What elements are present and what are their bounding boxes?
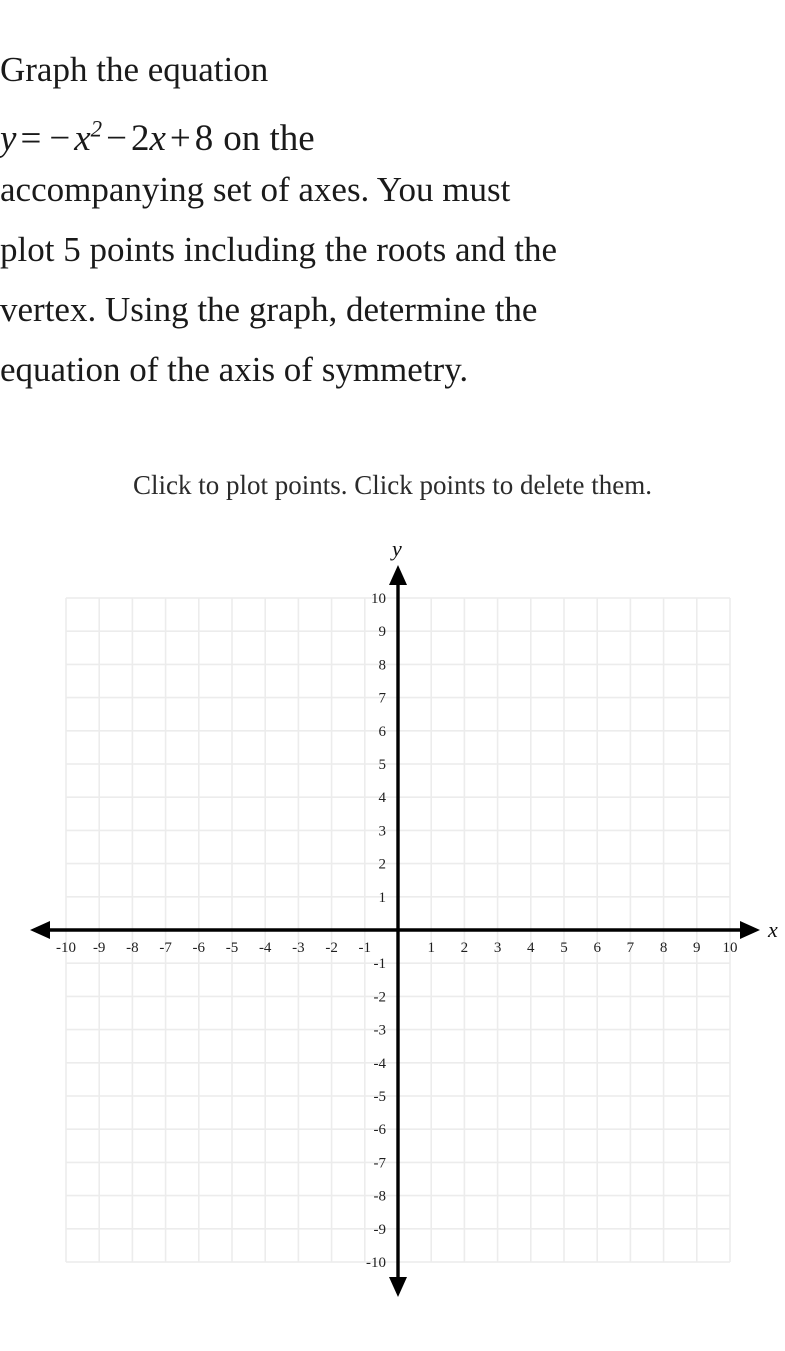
y-tick-label: 8 [378,657,386,674]
x-tick-label: -3 [292,940,305,956]
coordinate-plane[interactable] [0,530,785,1330]
equation-term2-sign: − [106,118,127,160]
y-tick-label: 7 [378,690,386,707]
x-tick-label: 10 [722,940,738,956]
x-tick-label: 4 [527,940,535,956]
y-axis-top-arrowhead [389,565,407,585]
equation-term1-sign: − [49,118,71,160]
x-tick-label: -2 [325,940,338,956]
x-tick-label: -4 [258,940,272,956]
coordinate-grid-svg[interactable] [0,530,785,1330]
equation-inline [0,118,213,159]
problem-statement [0,40,785,400]
y-tick-label: -2 [373,989,386,1006]
y-tick-label: 10 [371,591,386,607]
problem-line-2-tail: on the [223,118,315,160]
y-tick-label: -8 [373,1188,386,1205]
x-tick-label: 5 [560,940,568,956]
y-tick-label: -3 [373,1022,386,1039]
x-tick-label: 8 [659,940,668,956]
y-tick-label: -1 [373,956,386,973]
x-axis-label: x [768,917,778,942]
y-tick-label: 5 [378,757,386,773]
x-tick-label: 6 [593,940,601,956]
x-tick-label: -8 [126,940,139,956]
problem-line-2 [0,100,785,160]
y-tick-label: 4 [378,790,386,807]
equation-equals: = [20,118,42,160]
y-tick-label: 1 [378,889,386,906]
y-tick-label: -7 [373,1155,386,1172]
problem-line-3: accompanying set of axes. You must [0,170,511,209]
x-tick-label: -10 [56,940,76,956]
equation-term1-var: x [74,118,91,160]
y-tick-label: -10 [366,1255,386,1271]
x-tick-label: -7 [159,940,172,956]
problem-line-4: plot 5 points including the roots and the [0,230,558,269]
y-tick-label: 3 [378,823,386,840]
problem-line-1: Graph the equation [0,50,269,89]
y-axis-bottom-arrowhead [389,1277,407,1297]
y-tick-label: 6 [378,723,386,740]
y-tick-label: -4 [373,1055,386,1072]
equation-term3-constant: 8 [194,118,214,160]
x-tick-label: -5 [225,940,239,956]
y-tick-label: -6 [373,1122,386,1139]
x-tick-label: 1 [427,940,435,956]
equation-term1-exponent: 2 [90,117,103,142]
x-tick-label: 7 [626,940,635,956]
y-tick-label: 9 [378,624,386,641]
y-tick-label: 2 [378,856,386,873]
y-tick-label: -5 [373,1089,386,1105]
problem-line-5: vertex. Using the graph, determine the [0,290,538,329]
x-tick-label: 3 [493,940,502,956]
equation-term2-coefficient: 2 [130,118,150,160]
y-tick-label: -9 [373,1221,386,1238]
x-axis-left-arrowhead [30,921,50,939]
x-tick-label: -1 [358,940,372,956]
x-tick-label: -9 [92,940,106,956]
axes [30,565,760,1297]
x-tick-label: 9 [693,940,701,956]
problem-line-6: equation of the axis of symmetry. [0,350,469,389]
y-axis-label: y [392,536,402,561]
x-axis-right-arrowhead [740,921,760,939]
x-tick-label: -6 [192,940,206,956]
x-tick-label: 2 [460,940,469,956]
equation-term2-var: x [149,118,166,160]
plot-instruction-text: Click to plot points. Click points to delete them. [133,470,652,500]
equation-lhs: y [0,118,17,160]
equation-term3-sign: + [169,118,191,160]
